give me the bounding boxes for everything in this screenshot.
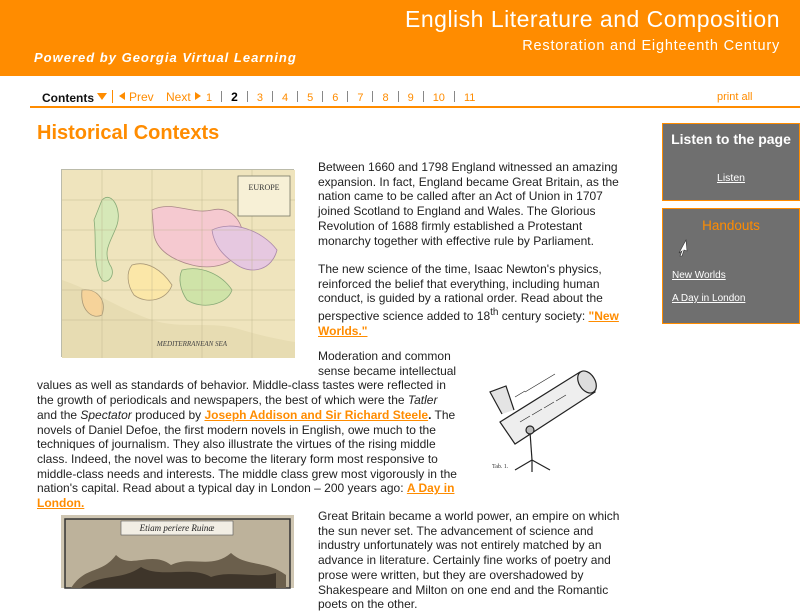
page-link-5[interactable]: 5	[307, 92, 314, 104]
page-link-3[interactable]: 3	[256, 92, 263, 104]
handout-new-worlds-link[interactable]: New Worlds	[672, 270, 726, 281]
page-title: Historical Contexts	[37, 122, 220, 144]
page-divider	[347, 91, 348, 102]
listen-box	[662, 123, 800, 201]
arrow-left-icon	[119, 92, 125, 100]
new-worlds-link[interactable]: "New Worlds."	[318, 309, 619, 338]
prev-label: Prev	[129, 90, 154, 104]
engraving-illustration	[61, 515, 294, 588]
print-all-link[interactable]: print all	[717, 91, 753, 103]
europe-map-image	[61, 169, 294, 357]
paragraph-science	[318, 262, 623, 339]
page-link-6[interactable]: 6	[332, 92, 339, 104]
engraving-caption: Etiam periere Ruinæ	[139, 523, 215, 533]
page-link-10[interactable]: 10	[432, 92, 445, 104]
page-numbers	[206, 90, 475, 104]
course-title: English Literature and Composition	[405, 6, 780, 32]
powered-by-text: Powered by Georgia Virtual Learning	[34, 50, 297, 65]
page-link-9[interactable]: 9	[407, 92, 414, 104]
page-link-2-current[interactable]: 2	[231, 90, 238, 104]
page-divider	[423, 91, 424, 102]
nav-underline	[30, 106, 800, 108]
telescope-illustration	[470, 352, 620, 474]
p2-superscript: th	[490, 307, 499, 319]
p3-and: and the	[37, 407, 81, 422]
p3-text-b: The novels of Daniel Defoe, the first modern novels in English, owe much to the techniques of journalism. They also illustrate the virtues of the rising middle class. Indeed, the novel was to become the literary form most responsive to middle-class needs and interests. The middle class grew most vigorously in the nation's capital. Read about a typical day in London – 200 years ago:	[37, 407, 457, 496]
page-divider	[221, 91, 222, 102]
map-title: EUROPE	[248, 183, 280, 192]
engraving-image	[61, 515, 294, 588]
nav-divider	[112, 90, 113, 103]
page-link-1[interactable]: 1	[206, 92, 213, 104]
cursor-arrow-icon	[677, 239, 689, 257]
handouts-title: Handouts	[702, 218, 760, 233]
course-subtitle: Restoration and Eighteenth Century	[522, 38, 780, 54]
page-divider	[372, 91, 373, 102]
prev-button[interactable]	[119, 90, 154, 104]
page-divider	[272, 91, 273, 102]
paragraph-middle-class	[37, 349, 457, 511]
page-divider	[297, 91, 298, 102]
page-link-8[interactable]: 8	[382, 92, 389, 104]
contents-menu[interactable]: Contents	[42, 91, 94, 105]
page-link-4[interactable]: 4	[281, 92, 289, 104]
telescope-image	[470, 352, 620, 474]
page-divider	[398, 91, 399, 102]
map-sea-label: MEDITERRANEAN SEA	[156, 340, 228, 348]
arrow-right-icon	[195, 92, 201, 100]
telescope-caption: Tab. 1.	[492, 464, 509, 470]
page-divider	[247, 91, 248, 102]
chevron-down-icon[interactable]	[97, 93, 107, 100]
page-divider	[322, 91, 323, 102]
tatler-title: Tatler	[407, 393, 438, 408]
listen-title: Listen to the page	[671, 131, 791, 147]
map-illustration	[62, 170, 295, 358]
paragraph-empire: Great Britain became a world power, an empire on which the sun never set. The advancement of science and industry unfortunately was not entirely matched by an advance in literature. Certainly fine works of poetry and prose were written, but they are overshadowed by Shakespeare and Milton on one end and the Romantic poets on the other.	[318, 509, 620, 612]
p3-text-a-rest: values as well as standards of behavior. Middle-class tastes were reflected in the growth of periodicals and newspapers, the best of which were the	[37, 378, 446, 408]
p3-period: .	[428, 407, 432, 422]
page-link-7[interactable]: 7	[357, 92, 364, 104]
handouts-box	[662, 208, 800, 324]
listen-link[interactable]: Listen	[716, 172, 746, 184]
p2-text-a: The new science of the time, Isaac Newton's physics, reinforced the belief that everything, including human conduct, is guided by a rational order. Read about the perspective science added to 18	[318, 262, 603, 324]
page-navigation	[0, 78, 800, 106]
p3-text-a-lead: Moderation and common sense became intellectual	[318, 349, 457, 378]
page-link-11[interactable]: 11	[463, 92, 476, 104]
next-label: Next	[166, 90, 191, 104]
paragraph-intro: Between 1660 and 1798 England witnessed an amazing expansion. In fact, England became Great Britain, as the nation came to be called after an Act of Union in 1707 joined Scotland to England and Wales. The Glorious Revolution of 1688 firmly established a Protestant monarchy together with effective rule by Parliament.	[318, 160, 619, 248]
next-button[interactable]	[166, 90, 201, 104]
page-divider	[454, 91, 455, 102]
p3-produced: produced by	[131, 407, 205, 422]
day-in-london-link[interactable]: A Day in London.	[37, 481, 455, 511]
addison-steele-link[interactable]: Joseph Addison and Sir Richard Steele	[204, 407, 429, 422]
spectator-title: Spectator	[80, 407, 132, 422]
handout-day-in-london-link[interactable]: A Day in London	[672, 293, 746, 304]
header-banner	[0, 0, 800, 76]
p3-indent-wrap	[37, 349, 457, 378]
p2-text-b: century society:	[498, 309, 589, 324]
